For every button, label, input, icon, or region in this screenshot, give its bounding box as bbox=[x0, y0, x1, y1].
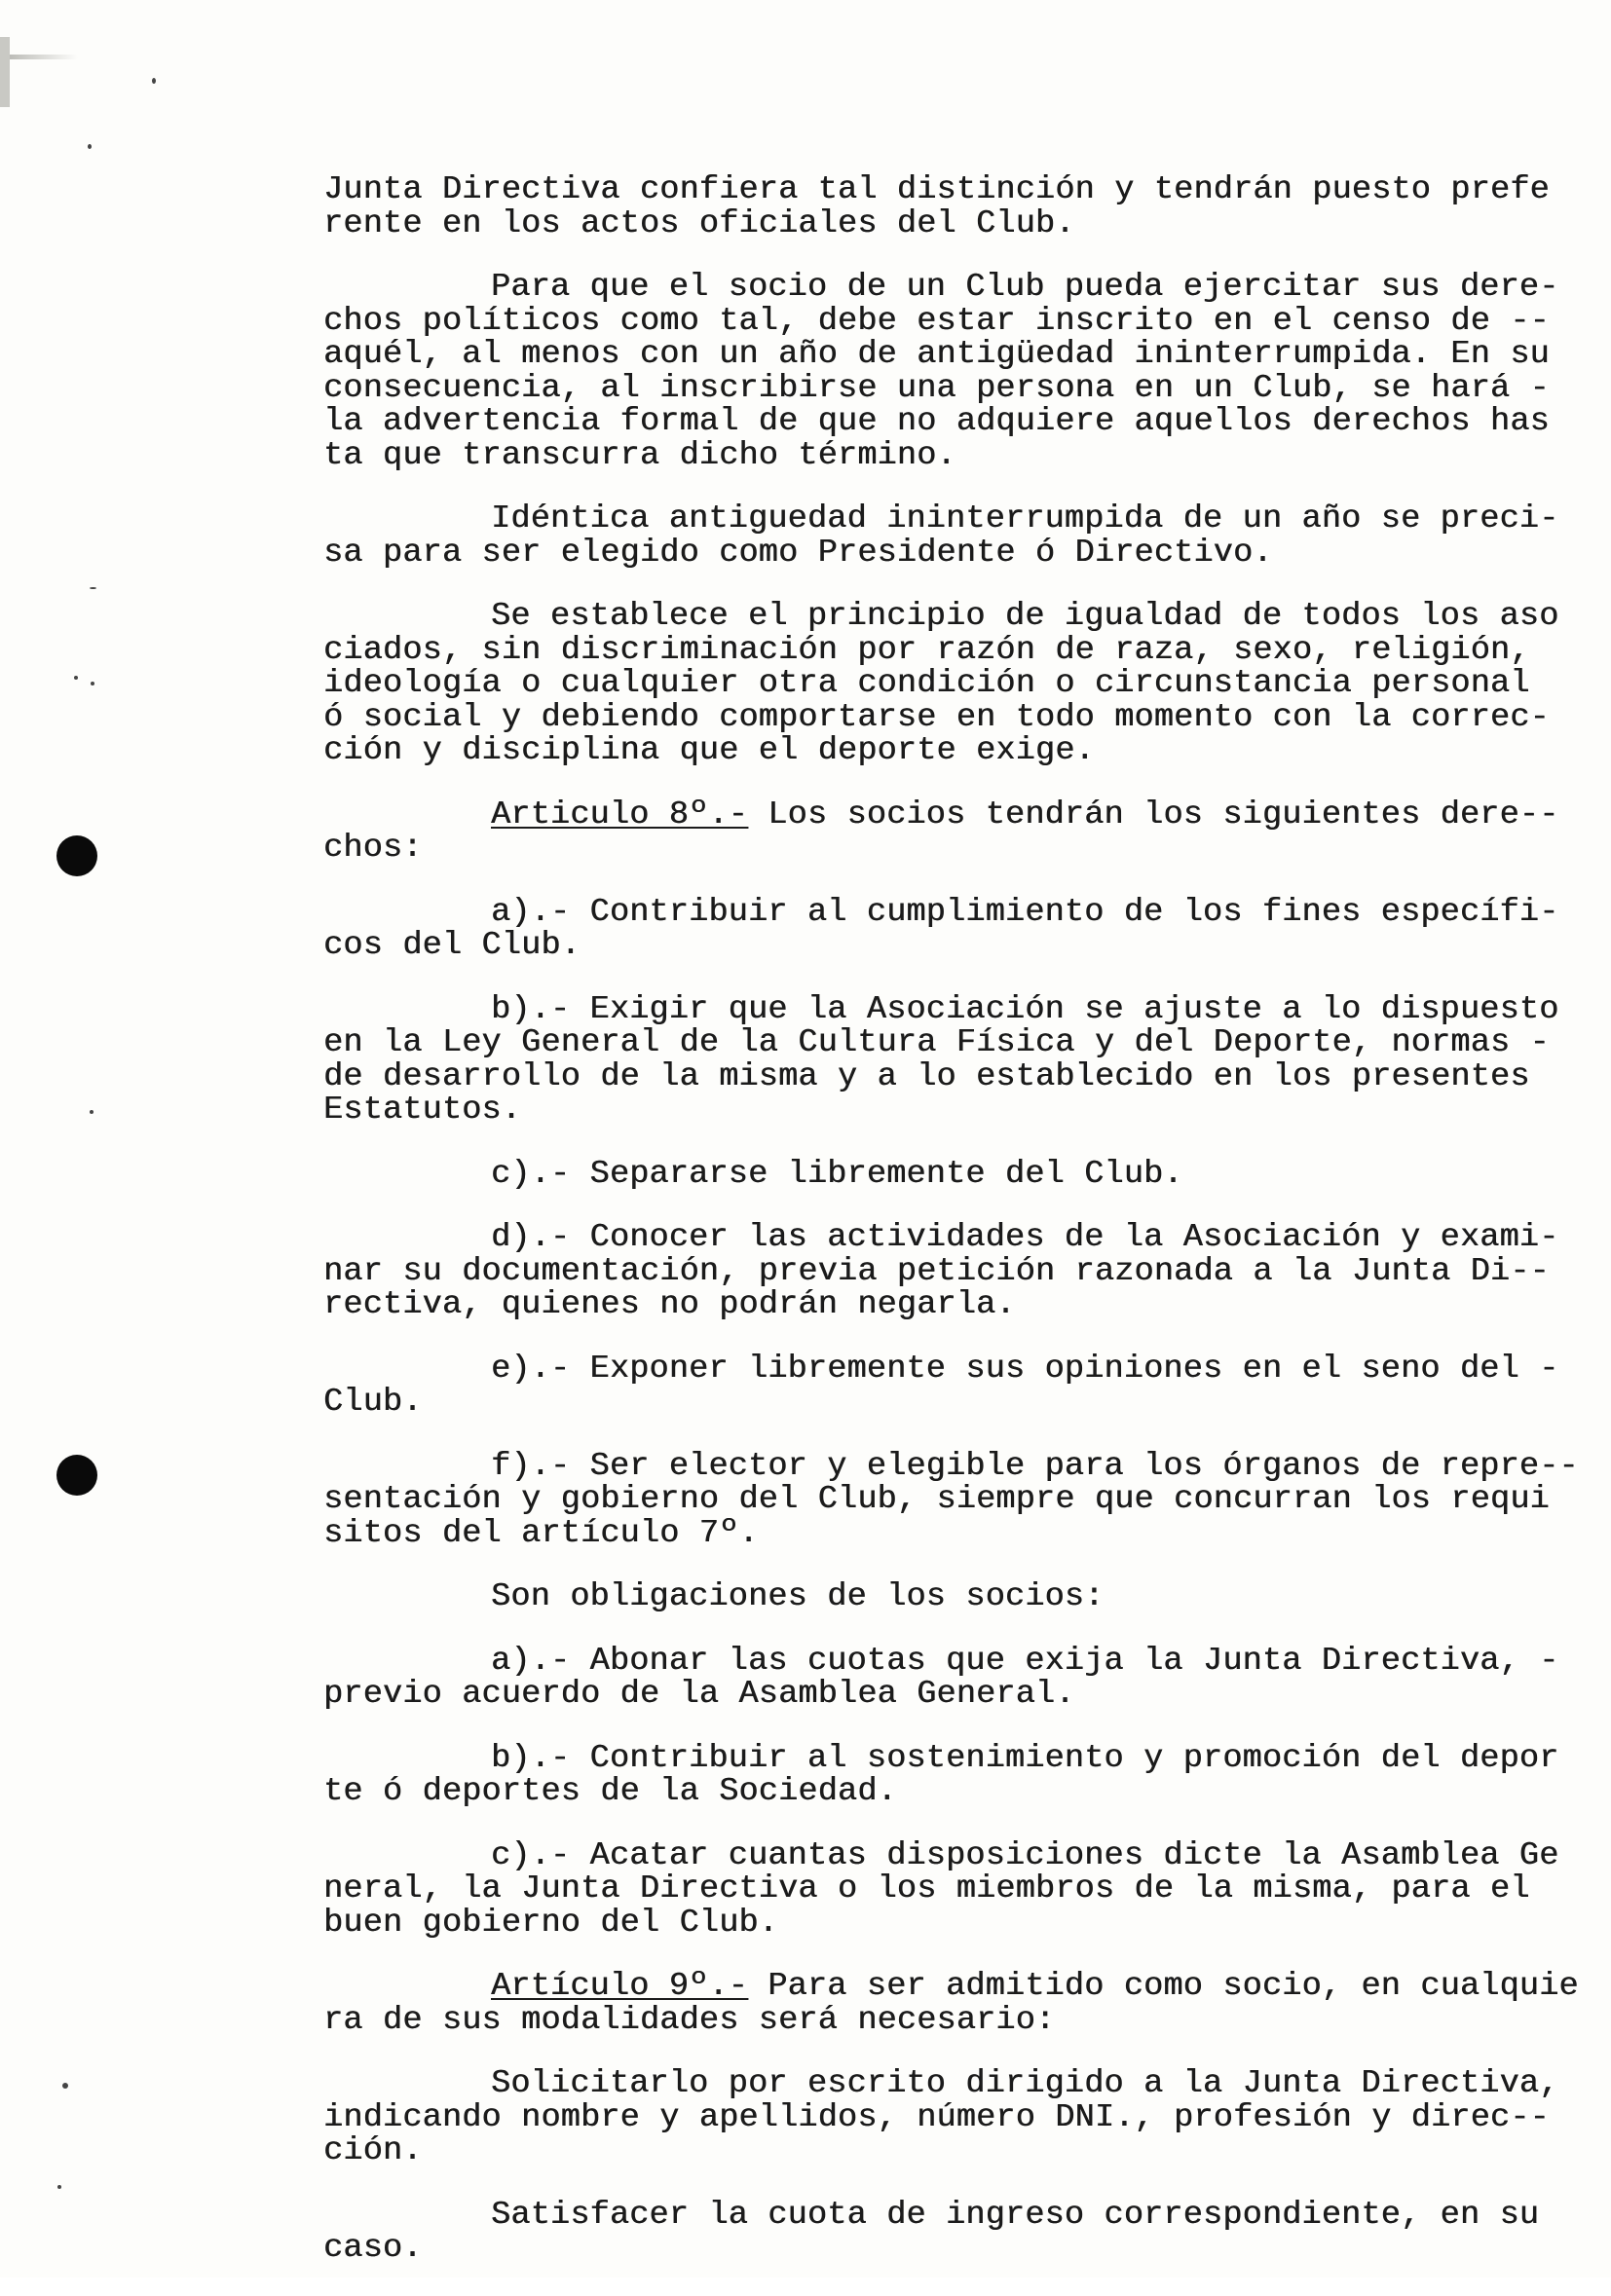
paragraph bbox=[323, 2196, 1580, 2267]
text-line bbox=[323, 832, 1580, 866]
line-text: aquél, al menos con un año de antigüedad ininterrumpida. En su bbox=[323, 336, 1550, 373]
text-line bbox=[323, 1352, 1580, 1387]
line-text: ción. bbox=[323, 2132, 423, 2169]
line-text: b).- Contribuir al sostenimiento y promoción del depor bbox=[491, 1739, 1559, 1777]
article-heading: Artículo 9º.- bbox=[491, 1968, 748, 2005]
text-line bbox=[323, 2196, 1580, 2234]
paragraph bbox=[323, 1155, 1580, 1193]
paragraph bbox=[323, 1580, 1580, 1614]
text-line bbox=[323, 1678, 1580, 1712]
text-line bbox=[323, 1093, 1580, 1128]
scan-speck bbox=[152, 78, 156, 84]
line-text: ta que transcurra dicho término. bbox=[323, 436, 956, 474]
scan-speck bbox=[62, 2083, 68, 2089]
text-line bbox=[323, 338, 1580, 372]
line-text: caso. bbox=[323, 2230, 423, 2267]
line-text: b).- Exigir que la Asociación se ajuste a lo dispuesto bbox=[491, 990, 1559, 1028]
paragraph bbox=[323, 1836, 1580, 1942]
line-text: rectiva, quienes no podrán negarla. bbox=[323, 1286, 1016, 1323]
text-line bbox=[323, 302, 1580, 340]
line-text: ciados, sin discriminación por razón de raza, sexo, religión, bbox=[323, 631, 1530, 669]
line-text: Idéntica antiguedad ininterrumpida de un año se preci- bbox=[491, 500, 1559, 537]
paragraph bbox=[323, 600, 1580, 768]
text-line bbox=[323, 1642, 1580, 1680]
line-text: consecuencia, al inscribirse una persona en un Club, se hará - bbox=[323, 369, 1550, 407]
text-line bbox=[323, 1904, 1580, 1942]
scan-speck bbox=[74, 676, 78, 680]
line-text: a).- Contribuir al cumplimiento de los fines específi- bbox=[491, 893, 1559, 931]
text-line bbox=[323, 534, 1580, 572]
line-text: sa para ser elegido como Presidente ó Directivo. bbox=[323, 534, 1273, 572]
line-text: indicando nombre y apellidos, número DNI., profesión y direc-- bbox=[323, 2098, 1550, 2136]
article-heading: Articulo 8º.- bbox=[491, 796, 748, 833]
line-text: sentación y gobierno del Club, siempre que concurran los requi bbox=[323, 1481, 1550, 1518]
text-line bbox=[323, 2134, 1580, 2168]
paragraph bbox=[323, 1970, 1580, 2037]
scan-speck bbox=[57, 2185, 61, 2189]
text-line bbox=[323, 1775, 1580, 1809]
line-text: Para que el socio de un Club pueda ejercitar sus dere- bbox=[491, 269, 1559, 306]
line-text: rente en los actos oficiales del Club. bbox=[323, 204, 1075, 242]
line-text: Son obligaciones de los socios: bbox=[491, 1578, 1105, 1615]
paragraph bbox=[323, 1447, 1580, 1552]
scan-speck bbox=[90, 587, 96, 589]
text-line bbox=[323, 798, 1580, 833]
text-line bbox=[323, 173, 1580, 207]
paragraph bbox=[323, 893, 1580, 964]
line-text: Junta Directiva confiera tal distinción y tendrán puesto prefe bbox=[323, 171, 1550, 208]
text-line bbox=[323, 2067, 1580, 2101]
punch-hole-top bbox=[56, 835, 97, 876]
scan-speck bbox=[91, 682, 94, 685]
text-line bbox=[323, 369, 1580, 407]
text-line bbox=[323, 502, 1580, 537]
scan-speck bbox=[88, 144, 92, 149]
text-line bbox=[323, 271, 1580, 305]
paragraph bbox=[323, 798, 1580, 866]
paragraph bbox=[323, 1352, 1580, 1420]
text-line bbox=[323, 2001, 1580, 2039]
text-line bbox=[323, 1836, 1580, 1874]
line-text: la advertencia formal de que no adquiere aquellos derechos has bbox=[323, 403, 1550, 440]
line-text: chos políticos como tal, debe estar inscrito en el censo de -- bbox=[323, 302, 1550, 340]
text-line bbox=[323, 1580, 1580, 1614]
scan-edge-streak bbox=[10, 55, 78, 59]
line-text: a).- Abonar las cuotas que exija la Junta Directiva, - bbox=[491, 1642, 1559, 1680]
line-text: Solicitarlo por escrito dirigido a la Junta Directiva, bbox=[491, 2065, 1559, 2102]
paragraph bbox=[323, 990, 1580, 1129]
line-text: f).- Ser elector y elegible para los órganos de repre-- bbox=[491, 1447, 1579, 1485]
text-line bbox=[323, 1386, 1580, 1420]
scan-edge-mark bbox=[0, 37, 10, 107]
line-text: d).- Conocer las actividades de la Asociación y exami- bbox=[491, 1219, 1559, 1256]
line-text: neral, la Junta Directiva o los miembros de la misma, para el bbox=[323, 1870, 1530, 1907]
text-line bbox=[323, 893, 1580, 931]
line-text: chos: bbox=[323, 830, 423, 867]
text-line bbox=[323, 631, 1580, 669]
text-line bbox=[323, 204, 1580, 242]
text-line bbox=[323, 1155, 1580, 1193]
line-text: Estatutos. bbox=[323, 1092, 522, 1129]
paragraph bbox=[323, 502, 1580, 570]
line-text: ra de sus modalidades será necesario: bbox=[323, 2001, 1056, 2039]
paragraph bbox=[323, 1221, 1580, 1322]
line-text: en la Ley General de la Cultura Física y del Deporte, normas - bbox=[323, 1024, 1550, 1061]
line-text: Se establece el principio de igualdad de todos los aso bbox=[491, 598, 1559, 635]
text-line bbox=[323, 1872, 1580, 1907]
line-text: c).- Acatar cuantas disposiciones dicte la Asamblea Ge bbox=[491, 1836, 1559, 1874]
text-line bbox=[323, 667, 1580, 701]
line-text: c).- Separarse libremente del Club. bbox=[491, 1155, 1183, 1193]
text-line bbox=[323, 929, 1580, 963]
text-line bbox=[323, 698, 1580, 736]
line-text: e).- Exponer libremente sus opiniones en el seno del - bbox=[491, 1350, 1559, 1388]
line-text: Satisfacer la cuota de ingreso correspondiente, en su bbox=[491, 2196, 1540, 2234]
text-line bbox=[323, 1514, 1580, 1552]
text-line bbox=[323, 1252, 1580, 1290]
text-line bbox=[323, 405, 1580, 439]
text-line bbox=[323, 1221, 1580, 1255]
paragraph bbox=[323, 1739, 1580, 1810]
line-text: ideología o cualquier otra condición o circunstancia personal bbox=[323, 665, 1530, 702]
text-line bbox=[323, 1483, 1580, 1517]
paragraph bbox=[323, 1642, 1580, 1713]
line-text: buen gobierno del Club. bbox=[323, 1904, 778, 1942]
punch-hole-bottom bbox=[56, 1455, 97, 1496]
line-text: previo acuerdo de la Asamblea General. bbox=[323, 1676, 1075, 1713]
text-line bbox=[323, 1739, 1580, 1777]
text-line bbox=[323, 1026, 1580, 1060]
text-line bbox=[323, 436, 1580, 474]
line-text: nar su documentación, previa petición razonada a la Junta Di-- bbox=[323, 1252, 1550, 1290]
text-line bbox=[323, 734, 1580, 768]
line-text: cos del Club. bbox=[323, 927, 581, 964]
line-text: sitos del artículo 7º. bbox=[323, 1514, 759, 1552]
line-text: te ó deportes de la Sociedad. bbox=[323, 1773, 897, 1810]
line-text: Club. bbox=[323, 1384, 423, 1421]
text-line bbox=[323, 2232, 1580, 2266]
line-text: de desarrollo de la misma y a lo establecido en los presentes bbox=[323, 1057, 1530, 1095]
text-line bbox=[323, 1447, 1580, 1485]
paragraph bbox=[323, 173, 1580, 241]
text-line bbox=[323, 1970, 1580, 2004]
line-text: ó social y debiendo comportarse en todo momento con la correc- bbox=[323, 698, 1550, 736]
line-text: Los socios tendrán los siguientes dere-- bbox=[747, 796, 1559, 833]
text-line bbox=[323, 600, 1580, 634]
line-text: ción y disciplina que el deporte exige. bbox=[323, 732, 1095, 769]
body-text bbox=[323, 173, 1580, 2296]
text-line bbox=[323, 1288, 1580, 1322]
text-line bbox=[323, 990, 1580, 1028]
text-line bbox=[323, 2098, 1580, 2136]
scan-speck bbox=[90, 1110, 94, 1114]
paragraph bbox=[323, 2067, 1580, 2168]
text-line bbox=[323, 1057, 1580, 1095]
line-text: Para ser admitido como socio, en cualquie bbox=[747, 1968, 1579, 2005]
paragraph bbox=[323, 271, 1580, 472]
